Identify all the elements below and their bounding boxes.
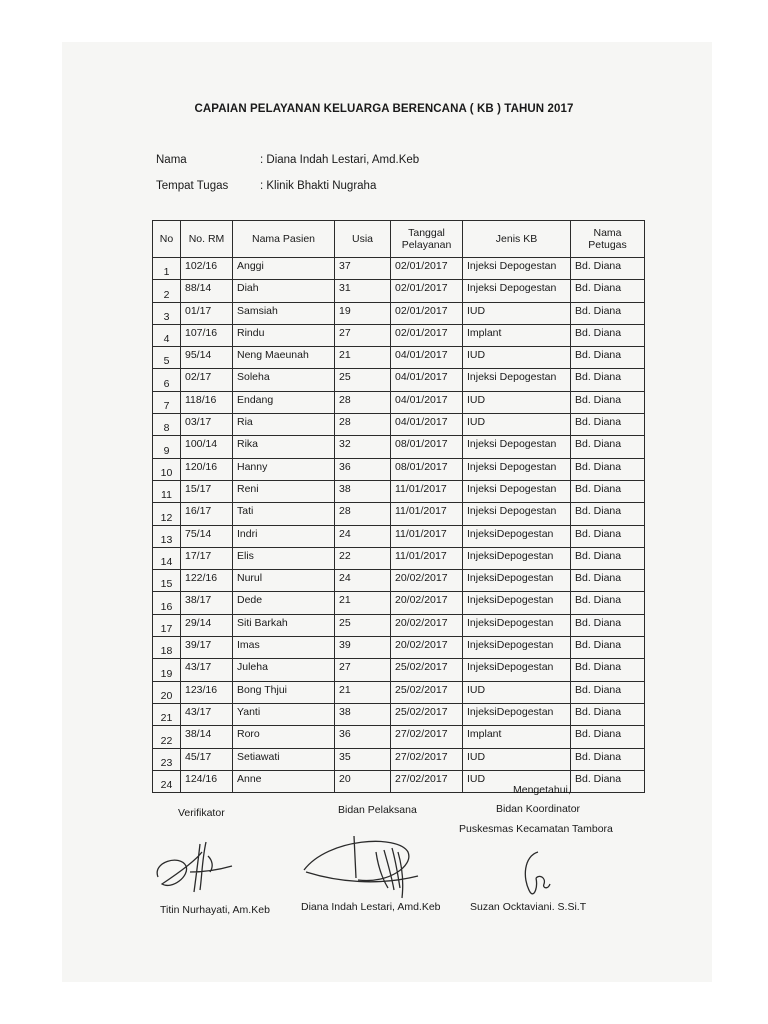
cell-jenis-kb: InjeksiDepogestan <box>463 592 571 614</box>
cell-tanggal: 02/01/2017 <box>391 258 463 280</box>
cell-nama-pasien: Juleha <box>233 659 335 681</box>
cell-usia: 27 <box>335 324 391 346</box>
cell-petugas: Bd. Diana <box>571 547 645 569</box>
cell-no-rm: 15/17 <box>181 480 233 502</box>
cell-tanggal: 11/01/2017 <box>391 547 463 569</box>
cell-nama-pasien: Rindu <box>233 324 335 346</box>
cell-petugas: Bd. Diana <box>571 637 645 659</box>
table-row <box>153 503 645 525</box>
cell-jenis-kb: IUD <box>463 302 571 324</box>
table-row <box>153 347 645 369</box>
table-row <box>153 570 645 592</box>
cell-no-rm: 02/17 <box>181 369 233 391</box>
cell-usia: 28 <box>335 391 391 413</box>
cell-jenis-kb: IUD <box>463 748 571 770</box>
cell-no-rm: 45/17 <box>181 748 233 770</box>
cell-no: 6 <box>153 369 181 391</box>
cell-usia: 25 <box>335 369 391 391</box>
cell-no-rm: 38/17 <box>181 592 233 614</box>
cell-nama-pasien: Yanti <box>233 703 335 725</box>
cell-petugas: Bd. Diana <box>571 503 645 525</box>
cell-petugas: Bd. Diana <box>571 347 645 369</box>
cell-nama-pasien: Hanny <box>233 458 335 480</box>
cell-jenis-kb: InjeksiDepogestan <box>463 547 571 569</box>
cell-nama-pasien: Elis <box>233 547 335 569</box>
table-row <box>153 436 645 458</box>
cell-no-rm: 29/14 <box>181 614 233 636</box>
cell-jenis-kb: IUD <box>463 391 571 413</box>
cell-petugas: Bd. Diana <box>571 480 645 502</box>
tempat-tugas-label: Tempat Tugas <box>156 180 229 192</box>
table-row <box>153 480 645 502</box>
cell-usia: 32 <box>335 436 391 458</box>
koordinator-role: Bidan Koordinator <box>496 803 581 815</box>
cell-tanggal: 08/01/2017 <box>391 436 463 458</box>
cell-tanggal: 20/02/2017 <box>391 614 463 636</box>
koordinator-name: Suzan Ocktaviani. S.Si.T <box>470 901 587 913</box>
cell-no: 3 <box>153 302 181 324</box>
table-row <box>153 369 645 391</box>
cell-nama-pasien: Roro <box>233 726 335 748</box>
cell-no-rm: 01/17 <box>181 302 233 324</box>
cell-no: 1 <box>153 258 181 280</box>
cell-jenis-kb: IUD <box>463 681 571 703</box>
cell-petugas: Bd. Diana <box>571 659 645 681</box>
cell-usia: 25 <box>335 614 391 636</box>
table-row <box>153 637 645 659</box>
cell-usia: 22 <box>335 547 391 569</box>
cell-nama-pasien: Ria <box>233 414 335 436</box>
cell-tanggal: 02/01/2017 <box>391 302 463 324</box>
header-no: No <box>153 221 181 258</box>
cell-no-rm: 100/14 <box>181 436 233 458</box>
cell-no-rm: 03/17 <box>181 414 233 436</box>
cell-nama-pasien: Samsiah <box>233 302 335 324</box>
cell-no-rm: 102/16 <box>181 258 233 280</box>
cell-petugas: Bd. Diana <box>571 391 645 413</box>
cell-no: 14 <box>153 547 181 569</box>
cell-jenis-kb: Injeksi Depogestan <box>463 480 571 502</box>
cell-jenis-kb: InjeksiDepogestan <box>463 614 571 636</box>
cell-no-rm: 38/14 <box>181 726 233 748</box>
table-row <box>153 681 645 703</box>
table-row <box>153 748 645 770</box>
cell-no: 7 <box>153 391 181 413</box>
cell-usia: 36 <box>335 458 391 480</box>
mengetahui-label: Mengetahui, <box>513 784 571 796</box>
cell-no-rm: 118/16 <box>181 391 233 413</box>
cell-nama-pasien: Anggi <box>233 258 335 280</box>
cell-jenis-kb: InjeksiDepogestan <box>463 659 571 681</box>
cell-usia: 24 <box>335 570 391 592</box>
cell-jenis-kb: Implant <box>463 726 571 748</box>
table-row <box>153 703 645 725</box>
cell-petugas: Bd. Diana <box>571 570 645 592</box>
document-title: CAPAIAN PELAYANAN KELUARGA BERENCANA ( KB ) TAHUN 2017 <box>194 103 574 115</box>
cell-no: 23 <box>153 748 181 770</box>
cell-no: 19 <box>153 659 181 681</box>
cell-petugas: Bd. Diana <box>571 703 645 725</box>
cell-no-rm: 124/16 <box>181 770 233 792</box>
cell-nama-pasien: Endang <box>233 391 335 413</box>
cell-jenis-kb: InjeksiDepogestan <box>463 637 571 659</box>
cell-tanggal: 25/02/2017 <box>391 659 463 681</box>
cell-tanggal: 04/01/2017 <box>391 414 463 436</box>
cell-jenis-kb: IUD <box>463 770 571 792</box>
cell-petugas: Bd. Diana <box>571 614 645 636</box>
cell-tanggal: 20/02/2017 <box>391 592 463 614</box>
cell-no: 13 <box>153 525 181 547</box>
table-body <box>153 258 645 793</box>
pelaksana-signature <box>298 832 428 904</box>
cell-no: 2 <box>153 280 181 302</box>
cell-no-rm: 88/14 <box>181 280 233 302</box>
cell-nama-pasien: Tati <box>233 503 335 525</box>
table-row <box>153 324 645 346</box>
cell-tanggal: 04/01/2017 <box>391 347 463 369</box>
cell-usia: 19 <box>335 302 391 324</box>
table-header-row <box>153 221 645 258</box>
table-row <box>153 726 645 748</box>
cell-nama-pasien: Dede <box>233 592 335 614</box>
cell-no-rm: 43/17 <box>181 703 233 725</box>
koordinator-org: Puskesmas Kecamatan Tambora <box>459 823 613 835</box>
header-jenis-kb: Jenis KB <box>463 221 571 258</box>
table-row <box>153 592 645 614</box>
cell-petugas: Bd. Diana <box>571 748 645 770</box>
cell-nama-pasien: Imas <box>233 637 335 659</box>
cell-no: 9 <box>153 436 181 458</box>
cell-usia: 37 <box>335 258 391 280</box>
cell-usia: 39 <box>335 637 391 659</box>
cell-tanggal: 04/01/2017 <box>391 391 463 413</box>
cell-nama-pasien: Diah <box>233 280 335 302</box>
nama-value: : Diana Indah Lestari, Amd.Keb <box>260 154 420 166</box>
cell-usia: 20 <box>335 770 391 792</box>
cell-jenis-kb: Implant <box>463 324 571 346</box>
table-row <box>153 614 645 636</box>
table-row <box>153 391 645 413</box>
info-tempat-tugas <box>156 180 376 192</box>
kb-service-table <box>152 220 645 793</box>
table-row <box>153 525 645 547</box>
header-nama-petugas: Nama Petugas <box>571 221 645 258</box>
cell-no: 16 <box>153 592 181 614</box>
cell-no: 5 <box>153 347 181 369</box>
cell-nama-pasien: Siti Barkah <box>233 614 335 636</box>
cell-jenis-kb: IUD <box>463 347 571 369</box>
cell-tanggal: 11/01/2017 <box>391 503 463 525</box>
cell-usia: 24 <box>335 525 391 547</box>
cell-usia: 21 <box>335 347 391 369</box>
cell-usia: 36 <box>335 726 391 748</box>
cell-no: 15 <box>153 570 181 592</box>
cell-no-rm: 16/17 <box>181 503 233 525</box>
cell-no: 11 <box>153 480 181 502</box>
cell-no: 22 <box>153 726 181 748</box>
header-no-rm: No. RM <box>181 221 233 258</box>
cell-no: 8 <box>153 414 181 436</box>
table-row <box>153 458 645 480</box>
pelaksana-role: Bidan Pelaksana <box>338 804 417 816</box>
cell-petugas: Bd. Diana <box>571 280 645 302</box>
cell-nama-pasien: Indri <box>233 525 335 547</box>
cell-petugas: Bd. Diana <box>571 525 645 547</box>
cell-tanggal: 02/01/2017 <box>391 280 463 302</box>
cell-petugas: Bd. Diana <box>571 258 645 280</box>
cell-tanggal: 27/02/2017 <box>391 770 463 792</box>
verifikator-role: Verifikator <box>178 807 225 819</box>
cell-no: 18 <box>153 637 181 659</box>
cell-no-rm: 120/16 <box>181 458 233 480</box>
cell-tanggal: 20/02/2017 <box>391 570 463 592</box>
table-row <box>153 258 645 280</box>
cell-tanggal: 11/01/2017 <box>391 525 463 547</box>
cell-no: 20 <box>153 681 181 703</box>
cell-jenis-kb: Injeksi Depogestan <box>463 280 571 302</box>
cell-nama-pasien: Setiawati <box>233 748 335 770</box>
cell-usia: 35 <box>335 748 391 770</box>
cell-usia: 31 <box>335 280 391 302</box>
cell-tanggal: 27/02/2017 <box>391 726 463 748</box>
cell-no-rm: 123/16 <box>181 681 233 703</box>
cell-jenis-kb: InjeksiDepogestan <box>463 570 571 592</box>
koordinator-signature <box>516 848 556 900</box>
cell-no: 10 <box>153 458 181 480</box>
cell-tanggal: 02/01/2017 <box>391 324 463 346</box>
pelaksana-name: Diana Indah Lestari, Amd.Keb <box>301 901 441 913</box>
cell-jenis-kb: IUD <box>463 414 571 436</box>
info-nama <box>156 154 419 166</box>
cell-no-rm: 43/17 <box>181 659 233 681</box>
table-row <box>153 659 645 681</box>
verifikator-signature <box>150 832 240 902</box>
table-row <box>153 414 645 436</box>
cell-no: 17 <box>153 614 181 636</box>
cell-petugas: Bd. Diana <box>571 770 645 792</box>
cell-tanggal: 25/02/2017 <box>391 703 463 725</box>
cell-usia: 28 <box>335 414 391 436</box>
cell-usia: 38 <box>335 703 391 725</box>
table-row <box>153 547 645 569</box>
cell-usia: 27 <box>335 659 391 681</box>
cell-petugas: Bd. Diana <box>571 414 645 436</box>
cell-usia: 21 <box>335 592 391 614</box>
cell-nama-pasien: Reni <box>233 480 335 502</box>
header-tanggal-pelayanan: Tanggal Pelayanan <box>391 221 463 258</box>
cell-usia: 21 <box>335 681 391 703</box>
cell-tanggal: 20/02/2017 <box>391 637 463 659</box>
cell-tanggal: 08/01/2017 <box>391 458 463 480</box>
table-row <box>153 280 645 302</box>
cell-usia: 28 <box>335 503 391 525</box>
nama-label: Nama <box>156 154 187 166</box>
cell-jenis-kb: Injeksi Depogestan <box>463 436 571 458</box>
header-nama-pasien: Nama Pasien <box>233 221 335 258</box>
table-row <box>153 302 645 324</box>
cell-nama-pasien: Anne <box>233 770 335 792</box>
cell-nama-pasien: Soleha <box>233 369 335 391</box>
cell-petugas: Bd. Diana <box>571 681 645 703</box>
cell-nama-pasien: Neng Maeunah <box>233 347 335 369</box>
cell-petugas: Bd. Diana <box>571 369 645 391</box>
cell-petugas: Bd. Diana <box>571 726 645 748</box>
cell-tanggal: 04/01/2017 <box>391 369 463 391</box>
cell-no: 4 <box>153 324 181 346</box>
cell-tanggal: 25/02/2017 <box>391 681 463 703</box>
cell-jenis-kb: Injeksi Depogestan <box>463 258 571 280</box>
cell-jenis-kb: InjeksiDepogestan <box>463 703 571 725</box>
cell-petugas: Bd. Diana <box>571 592 645 614</box>
cell-tanggal: 27/02/2017 <box>391 748 463 770</box>
cell-nama-pasien: Bong Thjui <box>233 681 335 703</box>
tempat-tugas-value: : Klinik Bhakti Nugraha <box>260 180 377 192</box>
cell-petugas: Bd. Diana <box>571 436 645 458</box>
cell-no: 24 <box>153 770 181 792</box>
cell-no: 21 <box>153 703 181 725</box>
cell-tanggal: 11/01/2017 <box>391 480 463 502</box>
cell-no-rm: 107/16 <box>181 324 233 346</box>
cell-no-rm: 17/17 <box>181 547 233 569</box>
cell-jenis-kb: InjeksiDepogestan <box>463 525 571 547</box>
cell-petugas: Bd. Diana <box>571 324 645 346</box>
cell-jenis-kb: Injeksi Depogestan <box>463 369 571 391</box>
cell-no-rm: 39/17 <box>181 637 233 659</box>
cell-no: 12 <box>153 503 181 525</box>
cell-jenis-kb: Injeksi Depogestan <box>463 458 571 480</box>
cell-usia: 38 <box>335 480 391 502</box>
cell-no-rm: 122/16 <box>181 570 233 592</box>
header-usia: Usia <box>335 221 391 258</box>
verifikator-name: Titin Nurhayati, Am.Keb <box>160 904 270 916</box>
cell-no-rm: 95/14 <box>181 347 233 369</box>
cell-no-rm: 75/14 <box>181 525 233 547</box>
cell-nama-pasien: Nurul <box>233 570 335 592</box>
cell-petugas: Bd. Diana <box>571 458 645 480</box>
cell-petugas: Bd. Diana <box>571 302 645 324</box>
cell-jenis-kb: Injeksi Depogestan <box>463 503 571 525</box>
cell-nama-pasien: Rika <box>233 436 335 458</box>
